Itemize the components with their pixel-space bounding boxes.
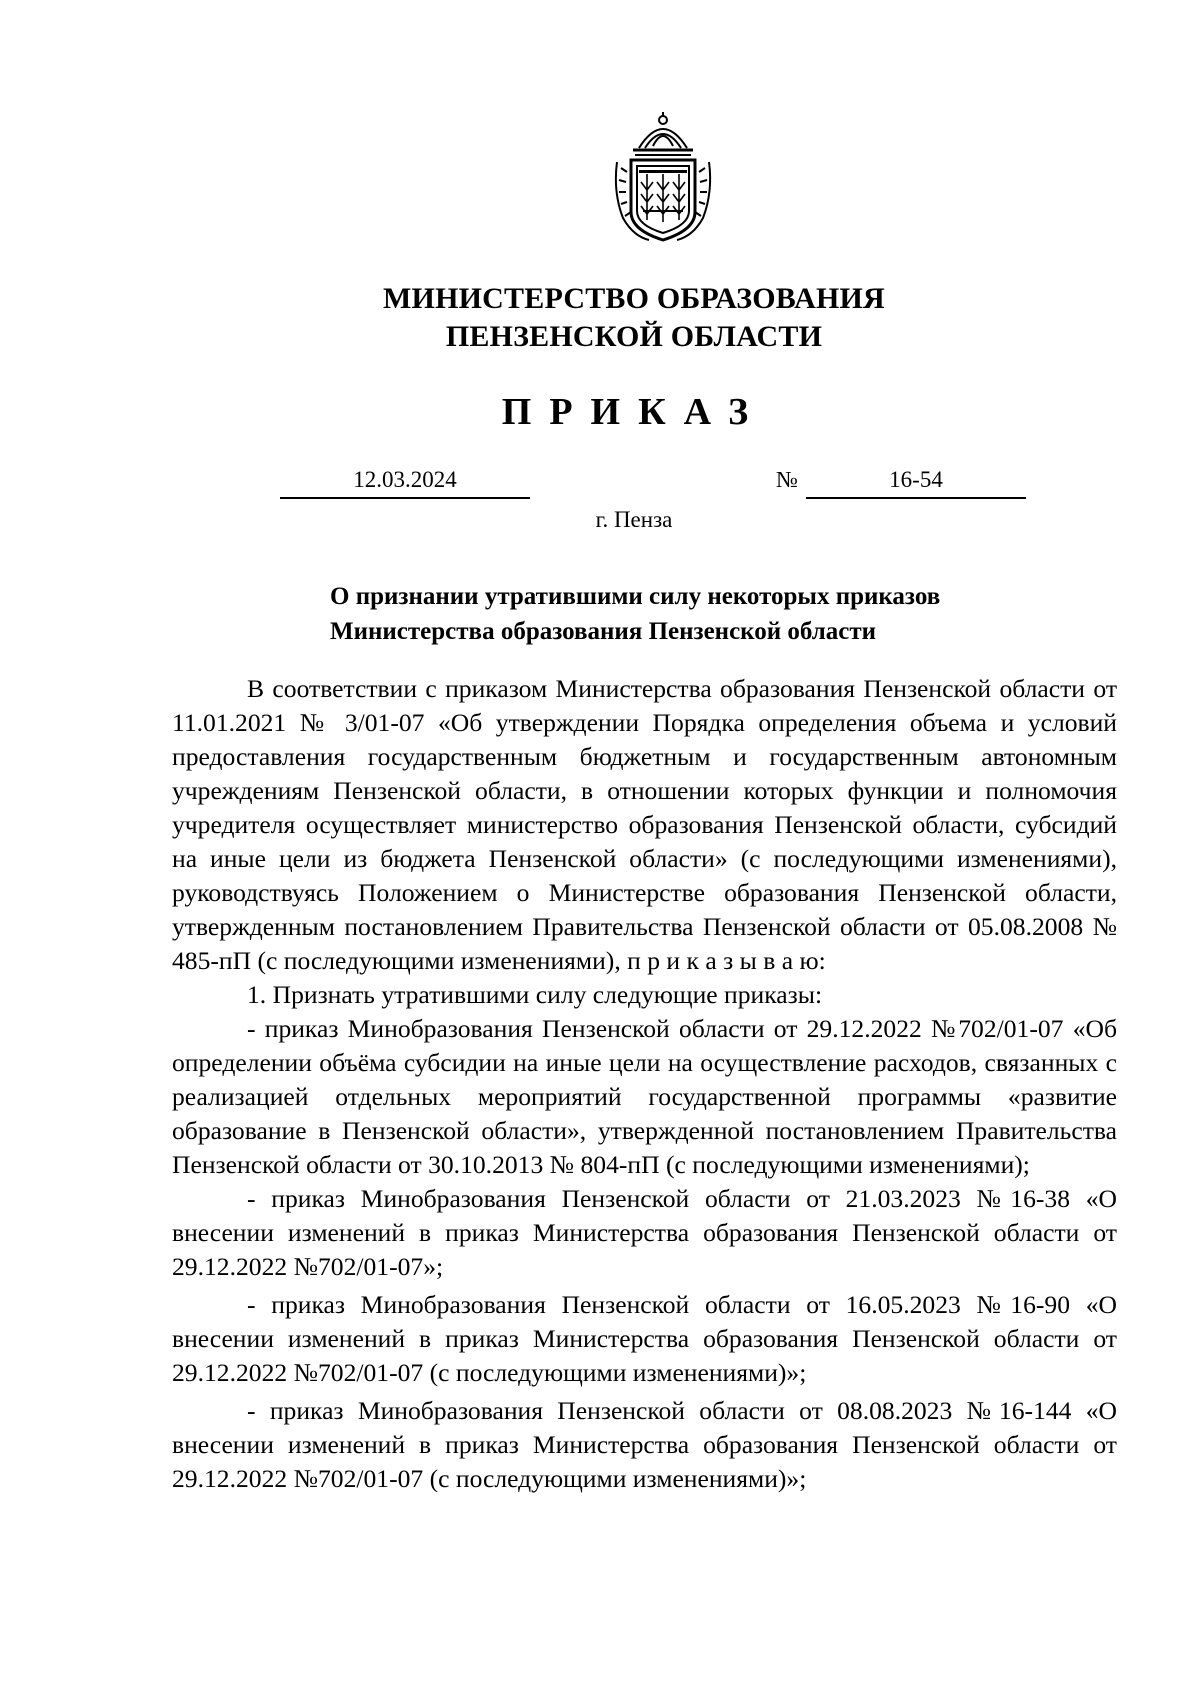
order-number: 16-54 <box>889 467 943 492</box>
ministry-name-line2: ПЕНЗЕНСКОЙ ОБЛАСТИ <box>445 320 823 353</box>
document-title-line2: Министерства образования Пензенской области <box>330 618 877 645</box>
paragraph-clause-1: 1. Признать утратившими силу следующие приказы: <box>247 980 823 1009</box>
paragraph-order-list-item: - приказ Минобразования Пензенской области от 08.08.2023 №16-144 «О внесении изменений в приказ Министерства образования Пензенской области от 29.12.2022 №702/01-07 (с последующими изменениями)»; <box>172 1396 1117 1493</box>
paragraph-order-list-item: - приказ Минобразования Пензенской области от 29.12.2022 №702/01-07 «Об определении объёма субсидии на иные цели на осуществление расходов, связанных с реализацией отдельных мероприятий государственной программы «развитие образование в Пензенской области», утвержденной постановлением Правительства Пензенской области от 30.10.2013 № 804-пП (с последующими изменениями); <box>172 1014 1117 1179</box>
city: г. Пенза <box>595 507 673 532</box>
number-sign: № <box>776 467 798 492</box>
number-underline <box>806 497 1026 499</box>
document-type: ПРИКАЗ <box>501 391 767 433</box>
document-body <box>172 672 1117 1496</box>
order-date: 12.03.2024 <box>353 467 457 492</box>
document-title <box>330 579 1090 649</box>
document-title-line1: О признании утратившими силу некоторых приказов <box>330 583 941 610</box>
ministry-name-line1: МИНИСТЕРСТВО ОБРАЗОВАНИЯ <box>383 282 885 315</box>
date-underline <box>280 497 530 499</box>
paragraph-order-list-item: - приказ Минобразования Пензенской области от 21.03.2023 №16-38 «О внесении изменений в приказ Министерства образования Пензенской области от 29.12.2022 №702/01-07»; <box>172 1184 1117 1281</box>
coat-of-arms-emblem-icon <box>609 112 717 246</box>
paragraph-order-list-item: - приказ Минобразования Пензенской области от 16.05.2023 №16-90 «О внесении изменений в приказ Министерства образования Пензенской области от 29.12.2022 №702/01-07 (с последующими изменениями)»; <box>172 1290 1117 1387</box>
paragraph-preamble: В соответствии с приказом Министерства образования Пензенской области от 11.01.2021 № 3/01-07 «Об утверждении Порядка определения объема и условий предоставления государственным бюджетным и государственным автономным учреждениям Пензенской области, в отношении которых функции и полномочия учредителя осуществляет министерство образования Пензенской области, субсидий на иные цели из бюджета Пензенской области» (с последующими изменениями), руководствуясь Положением о Министерстве образования Пензенской области, утвержденным постановлением Правительства Пензенской области от 05.08.2008 № 485-пП (с последующими изменениями), п р и к а з ы в а ю: <box>172 674 1117 975</box>
